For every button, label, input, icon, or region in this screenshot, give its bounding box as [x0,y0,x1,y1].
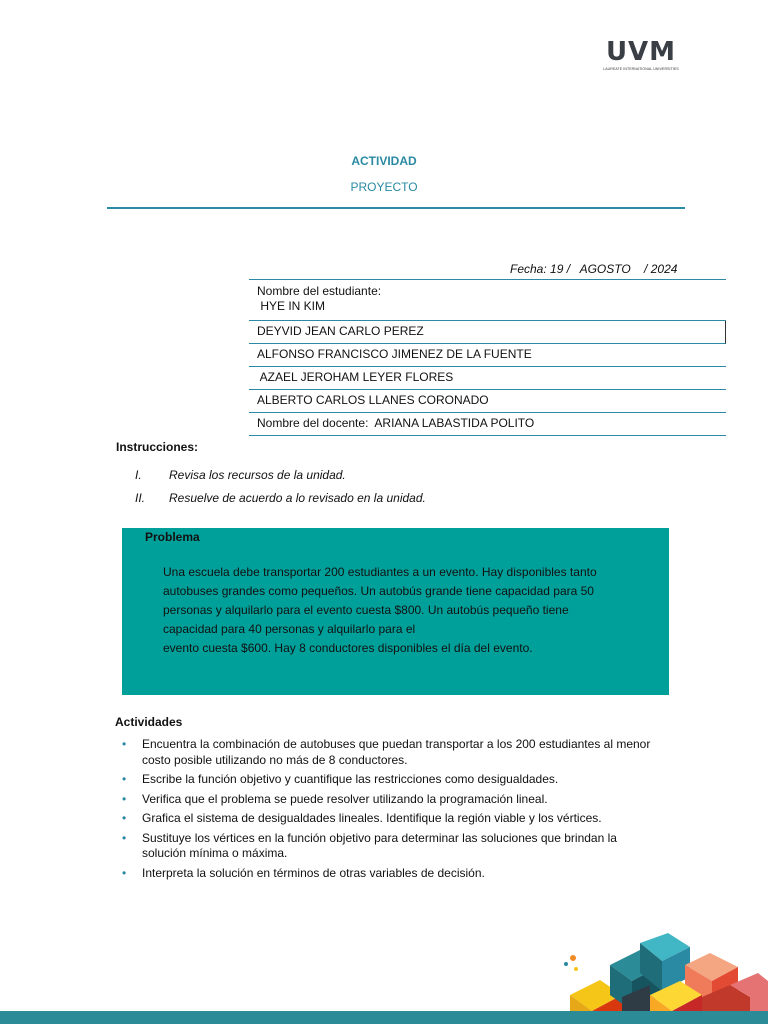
student-name: HYE IN KIM [257,299,326,313]
activity-text: Sustituye los vértices en la función objetivo para determinar las soluciones que brindan la solución mínima o máxima. [142,830,617,860]
problem-line: Una escuela debe transportar 200 estudiantes a un evento. Hay disponibles tanto [163,565,597,579]
problem-line: capacidad para 40 personas y alquilarlo para el [163,622,416,636]
instruction-number: I. [135,468,142,482]
bullet-icon: • [122,811,127,825]
problem-box [122,528,669,695]
instruction-text: Resuelve de acuerdo a lo revisado en la unidad. [169,491,426,505]
activity-subtitle: PROYECTO [350,180,418,194]
bullet-icon: • [122,772,127,786]
instruction-number: II. [135,491,146,505]
student-row [249,321,726,344]
activity-item [122,772,652,788]
instruction-item [135,468,346,482]
student-row [249,367,726,390]
activity-item [122,866,652,882]
activity-text: Interpreta la solución en términos de otras variables de decisión. [142,865,485,880]
bullet-icon: • [122,791,127,806]
student-name: DEYVID JEAN CARLO PEREZ [257,324,424,338]
activity-item [122,831,652,862]
problem-title: Problema [145,530,200,544]
bullet-icon: • [122,865,127,880]
student-name: ALBERTO CARLOS LLANES CORONADO [257,393,489,407]
activities-list [122,737,652,885]
problem-line: personas y alquilarlo para el evento cuesta $800. Un autobús pequeño tiene [163,603,569,617]
date-line: Fecha: 19 / AGOSTO / 2024 [510,262,678,276]
activity-item [122,737,652,768]
logo-text: UVM [605,37,677,67]
teacher-name: Nombre del docente: ARIANA LABASTIDA POLITO [257,416,535,430]
student-row [249,390,726,413]
instruction-text: Revisa los recursos de la unidad. [169,468,346,482]
instructions-title: Instrucciones: [116,440,199,454]
activity-text: Verifica que el problema se puede resolver utilizando la programación lineal. [142,791,548,806]
bullet-icon: • [122,830,127,845]
logo-tagline: LAUREATE INTERNATIONAL UNIVERSITIES [603,67,679,71]
activity-item [122,792,652,808]
student-name: AZAEL JEROHAM LEYER FLORES [257,370,454,384]
activity-text: Encuentra la combinación de autobuses que puedan transportar a los 200 estudiantes al menor costo posible utilizando no más de 8 conductores. [142,737,651,767]
student-row [249,344,726,367]
student-name: ALFONSO FRANCISCO JIMENEZ DE LA FUENTE [257,347,532,361]
problem-line: evento cuesta $600. Hay 8 conductores disponibles el día del evento. [163,641,533,655]
problem-line: autobuses grandes como pequeños. Un autobús grande tiene capacidad para 50 [163,584,594,598]
student-row-header [249,280,726,321]
decorative-cubes [540,925,768,1024]
bullet-icon: • [122,737,127,751]
activity-text: Grafica el sistema de desigualdades lineales. Identifique la región viable y los vértices. [142,811,602,825]
instruction-item [135,491,426,505]
activity-text: Escribe la función objetivo y cuantifique las restricciones como desigualdades. [142,772,559,786]
activity-item [122,811,652,827]
student-label: Nombre del estudiante: [257,284,382,298]
uvm-logo [601,37,681,74]
teacher-row [249,413,726,436]
activities-title: Actividades [115,715,183,729]
header-divider [107,207,685,209]
footer-band [0,1011,768,1024]
problem-text [163,563,625,658]
student-info-table [249,279,726,436]
activity-title: ACTIVIDAD [351,154,417,168]
